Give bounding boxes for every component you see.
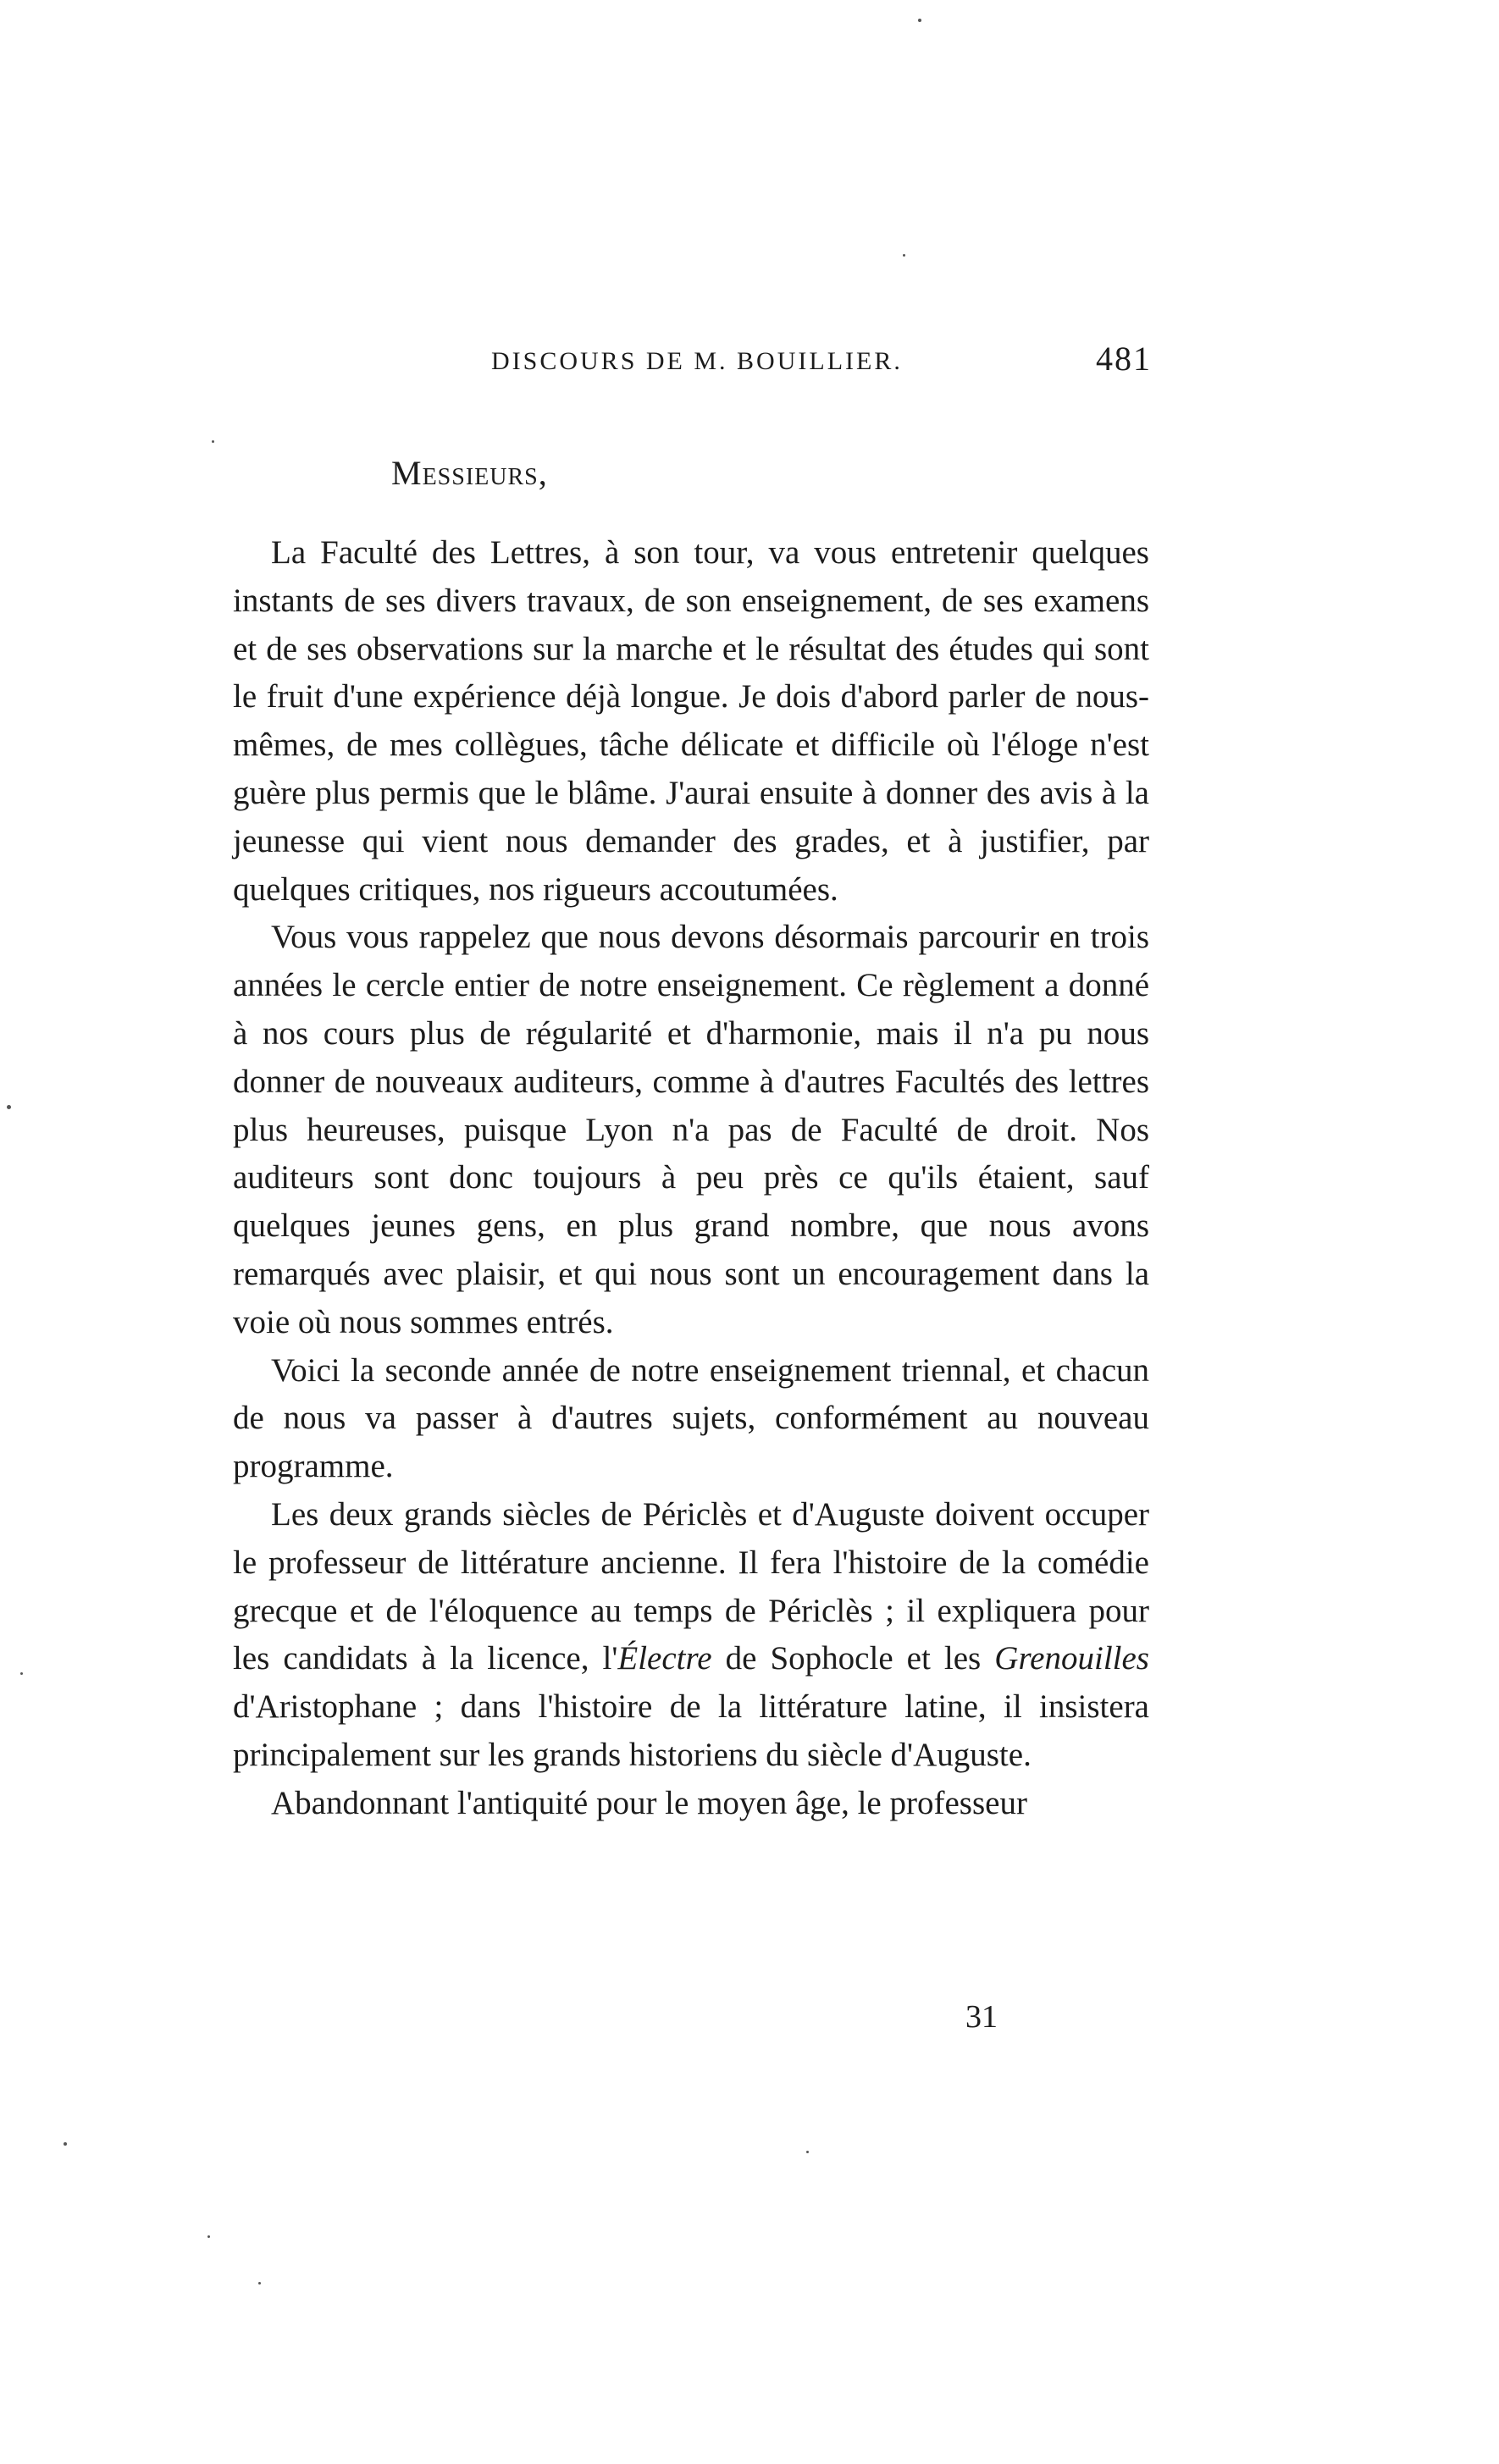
- paragraph: [233, 914, 1149, 1346]
- paragraph-text: Vous vous rappelez que nous devons désormais parcourir en trois années le cercle entier de notre enseignement. Ce règlement a donné à nos cours plus de régularité et d'harmonie, mais il n'a pu nous donner de nouveaux auditeurs, comme à d'autres Facultés des lettres plus heureuses, puisque Lyon n'a pas de Faculté de droit. Nos auditeurs sont donc toujours à peu près ce qu'ils étaient, sauf quelques jeunes gens, en plus grand nombre, que nous avons remarqués avec plaisir, et qui nous sont un encouragement dans la voie où nous sommes entrés.: [233, 919, 1149, 1340]
- paragraph-text: d'Aristophane ; dans l'histoire de la littérature latine, il insistera principalement sur les grands historiens du siècle d'Auguste.: [233, 1688, 1149, 1773]
- body-text: [233, 529, 1149, 1828]
- paragraph: [233, 1491, 1149, 1780]
- scan-speck: [903, 254, 905, 257]
- running-head: [491, 339, 1152, 389]
- scan-speck: [20, 1672, 23, 1675]
- paragraph-text: Abandonnant l'antiquité pour le moyen âge, le professeur: [271, 1784, 1027, 1821]
- scan-speck: [258, 2282, 261, 2284]
- paragraph-text: de Sophocle et les: [711, 1640, 995, 1677]
- italic-title: Électre: [617, 1640, 712, 1677]
- paragraph-text: Voici la seconde année de notre enseignement triennal, et chacun de nous va passer à d'autres sujets, conformément au nouveau programme.: [233, 1351, 1149, 1485]
- salutation-text: Messieurs,: [391, 454, 548, 492]
- scan-speck: [64, 2142, 67, 2146]
- scan-speck: [212, 440, 214, 443]
- page-number: 481: [1096, 340, 1152, 378]
- paragraph: [233, 529, 1149, 914]
- running-title: DISCOURS DE M. BOUILLIER.: [491, 347, 903, 375]
- scan-speck: [7, 1105, 11, 1109]
- paragraph-text: La Faculté des Lettres, à son tour, va vous entretenir quelques instants de ses divers travaux, de son enseignement, de ses examens et de ses observations sur la marche et le résultat des études qui sont le fruit d'une expérience déjà longue. Je dois d'abord parler de nous-mêmes, de mes collègues, tâche délicate et difficile où l'éloge n'est guère plus permis que le blâme. J'aurai ensuite à donner des avis à la jeunesse qui vient nous demander des grades, et à justifier, par quelques critiques, nos rigueurs accoutumées.: [233, 534, 1149, 908]
- paragraph: [233, 1347, 1149, 1491]
- paragraph: [233, 1780, 1149, 1828]
- italic-title: Grenouilles: [994, 1640, 1149, 1677]
- scan-speck: [806, 2151, 809, 2153]
- scan-speck: [918, 19, 921, 22]
- signature-mark: 31: [965, 1999, 998, 2035]
- salutation: [391, 453, 548, 493]
- paragraph-text: Les deux grands siècles de Périclès et d'Auguste doivent occuper le professeur de littérature ancienne. Il fera l'histoire de la comédie grecque et de l'éloquence au temps de Périclès ; il expliquera pour les candidats à la licence, l': [233, 1495, 1149, 1677]
- scan-speck: [207, 2235, 210, 2238]
